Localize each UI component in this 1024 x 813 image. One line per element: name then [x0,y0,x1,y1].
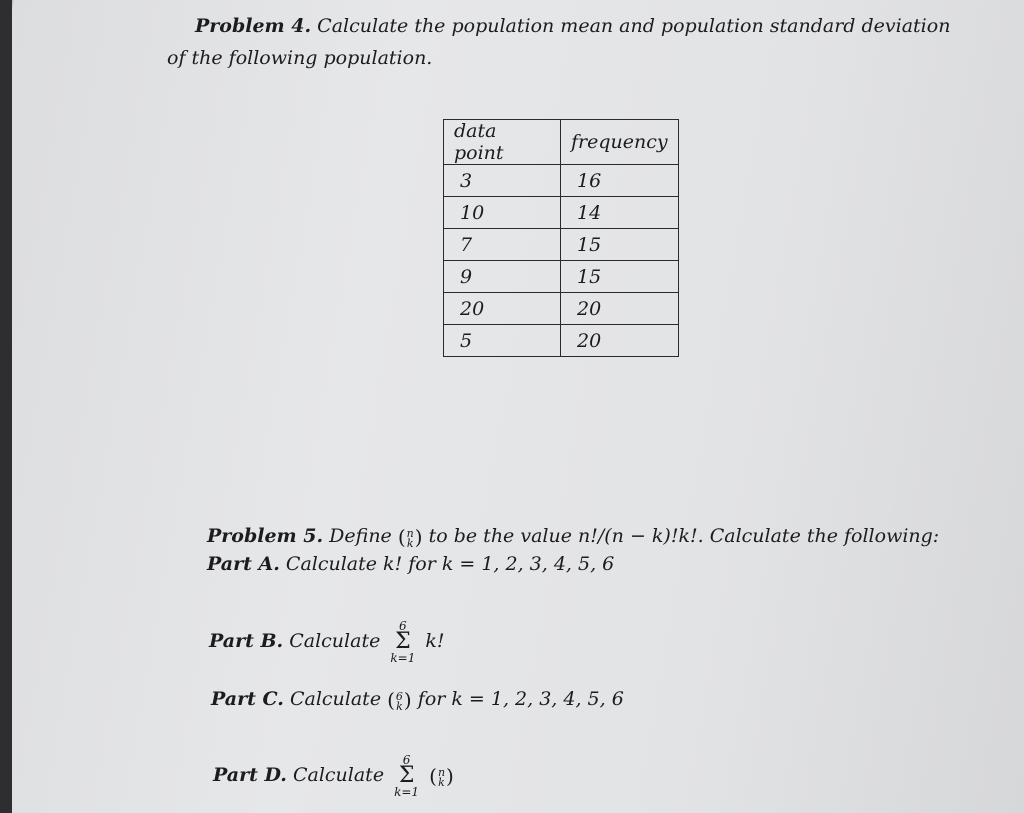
problem4-heading: Problem 4. [195,15,312,37]
problem4-text: Calculate the population mean and population standard deviation [317,15,951,37]
table-row [444,261,679,293]
part-d-label: Part D. [213,764,287,786]
part-a-text: Calculate k! for k = 1, 2, 3, 4, 5, 6 [285,553,615,575]
part-a [207,553,614,575]
cell-frequency: 20 [561,325,679,357]
table-row [444,165,679,197]
cell-frequency: 14 [561,197,679,229]
part-d [213,754,454,798]
part-a-label: Part A. [207,553,280,575]
page-edge [0,0,12,813]
part-c [211,688,624,712]
table-row [444,197,679,229]
table-header-row [444,120,679,165]
part-b [209,620,445,664]
binom-bottom: k [396,699,403,713]
binom-bottom: k [438,775,445,789]
part-d-text: Calculate [292,764,385,786]
problem4-line1 [195,15,950,37]
problem5-define: Define [329,525,392,547]
cell-data-point: 9 [444,261,561,293]
sum-lower: k=1 [390,651,416,665]
binomial-6k: ( 6 k ) [387,688,412,713]
cell-frequency: 15 [561,229,679,261]
problem5-line1 [207,525,939,549]
header-data-point: data point [444,120,561,165]
problem4-line2: of the following population. [167,47,433,69]
sum-upper: 6 [402,753,411,767]
binomial-nk: ( n k ) [429,764,454,789]
part-b-label: Part B. [209,630,284,652]
binom-bottom: k [406,536,414,550]
table-row [444,293,679,325]
cell-data-point: 3 [444,165,561,197]
population-table [443,119,679,357]
part-c-rest: for k = 1, 2, 3, 4, 5, 6 [417,688,624,710]
problem5-heading: Problem 5. [207,525,324,547]
sum-symbol: 6 Σ k=1 [394,753,420,799]
table-row [444,229,679,261]
sum-upper: 6 [399,619,407,633]
binomial-nk: ( n k ) [397,525,423,550]
cell-data-point: 20 [444,293,561,325]
part-c-label: Part C. [211,688,284,710]
cell-data-point: 5 [444,325,561,357]
sum-symbol: 6 Σ k=1 [390,619,416,665]
cell-frequency: 16 [561,165,679,197]
binom-top: n [406,526,414,540]
part-b-text: Calculate [289,630,381,652]
table-row [444,325,679,357]
cell-frequency: 20 [561,293,679,325]
cell-data-point: 10 [444,197,561,229]
binom-top: 6 [395,689,403,703]
cell-data-point: 7 [444,229,561,261]
sum-lower: k=1 [394,785,420,799]
problem5-rest: to be the value n!/(n − k)!k!. Calculate the following: [428,525,940,547]
binom-top: n [437,765,446,779]
cell-frequency: 15 [561,261,679,293]
header-frequency: frequency [561,120,679,165]
part-c-text: Calculate [289,688,382,710]
part-b-term: k! [425,630,445,652]
